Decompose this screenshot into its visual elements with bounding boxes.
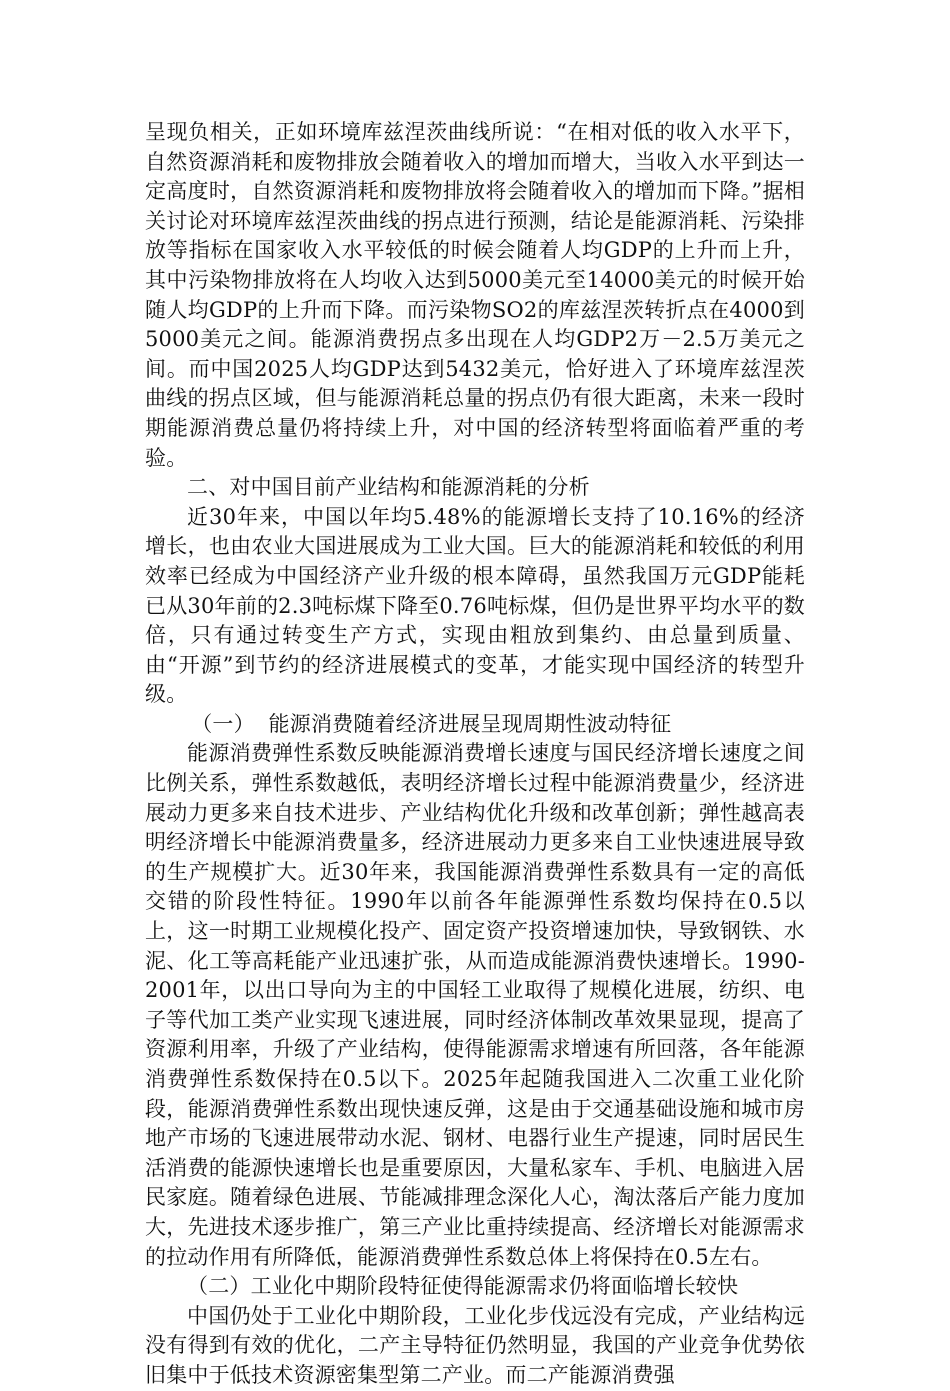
paragraph-energy-growth: 近30年来，中国以年均5.48%的能源增长支持了10.16%的经济增长，也由农业大国进展成为工业大国。巨大的能源消耗和较低的利用效率已经成为中国经济产业升级的根本障碍，虽然我国万元GDP能耗已从30年前的2.3吨标煤下降至0.76吨标煤，但仍是世界平均水平的数倍，只有通过转变生产方式，实现由粗放到集约、由总量到质量、由“开源”到节约的经济进展模式的变革，才能实现中国经济的转型升级。 bbox=[145, 504, 805, 707]
paragraph-elasticity: 能源消费弹性系数反映能源消费增长速度与国民经济增长速度之间比例关系，弹性系数越低，表明经济增长过程中能源消费量少，经济进展动力更多来自技术进步、产业结构优化升级和改革创新；弹性越高表明经济增长中能源消费量多，经济进展动力更多来自工业快速进展导致的生产规模扩大。近30年来，我国能源消费弹性系数具有一定的高低交错的阶段性特征。1990年以前各年能源弹性系数均保持在0.5以上，这一时期工业规模化投产、固定资产投资增速加快，导致钢铁、水泥、化工等高耗能产业迅速扩张，从而造成能源消费快速增长。1990-2001年，以出口导向为主的中国轻工业取得了规模化进展，纺织、电子等代加工类产业实现飞速进展，同时经济体制改革效果显现，提高了资源利用率，升级了产业结构，使得能源需求增速有所回落，各年能源消费弹性系数保持在0.5以下。2025年起随我国进入二次重工业化阶段，能源消费弹性系数出现快速反弹，这是由于交通基础设施和城市房地产市场的飞速进展带动水泥、钢材、电器行业生产提速，同时居民生活消费的能源快速增长也是重要原因，大量私家车、手机、电脑进入居民家庭。随着绿色进展、节能减排理念深化人心，淘汰落后产能力度加大，先进技术逐步推广，第三产业比重持续提高、经济增长对能源需求的拉动作用有所降低，能源消费弹性系数总体上将保持在0.5左右。 bbox=[145, 741, 805, 1269]
document-page bbox=[145, 118, 805, 1391]
paragraph-industrial-stage: 中国仍处于工业化中期阶段，工业化步伐远没有完成，产业结构远没有得到有效的优化，二产主导特征仍然明显，我国的产业竞争优势依旧集中于低技术资源密集型第二产业。而二产能源消费强 bbox=[145, 1303, 805, 1387]
subsection-heading-cyclical: （一） 能源消费随着经济进展呈现周期性波动特征 bbox=[191, 711, 672, 736]
paragraph-continued: 呈现负相关，正如环境库兹涅茨曲线所说：“在相对低的收入水平下，自然资源消耗和废物排放会随着收入的增加而增大，当收入水平到达一定高度时，自然资源消耗和废物排放将会随着收入的增加而下降。”据相关讨论对环境库兹涅茨曲线的拐点进行预测，结论是能源消耗、污染排放等指标在国家收入水平较低的时候会随着人均GDP的上升而上升，其中污染物排放将在人均收入达到5000美元至14000美元的时候开始随人均GDP的上升而下降。而污染物SO2的库兹涅茨转折点在4000到5000美元之间。能源消费拐点多出现在人均GDP2万－2.5万美元之间。而中国2025人均GDP达到5432美元，恰好进入了环境库兹涅茨曲线的拐点区域，但与能源消耗总量的拐点仍有很大距离，未来一段时期能源消费总量仍将持续上升，对中国的经济转型将面临着严重的考验。 bbox=[145, 120, 805, 470]
section-heading: 二、对中国目前产业结构和能源消耗的分析 bbox=[187, 475, 590, 500]
subsection-heading-industrialization: （二）工业化中期阶段特征使得能源需求仍将面临增长较快 bbox=[187, 1274, 739, 1299]
